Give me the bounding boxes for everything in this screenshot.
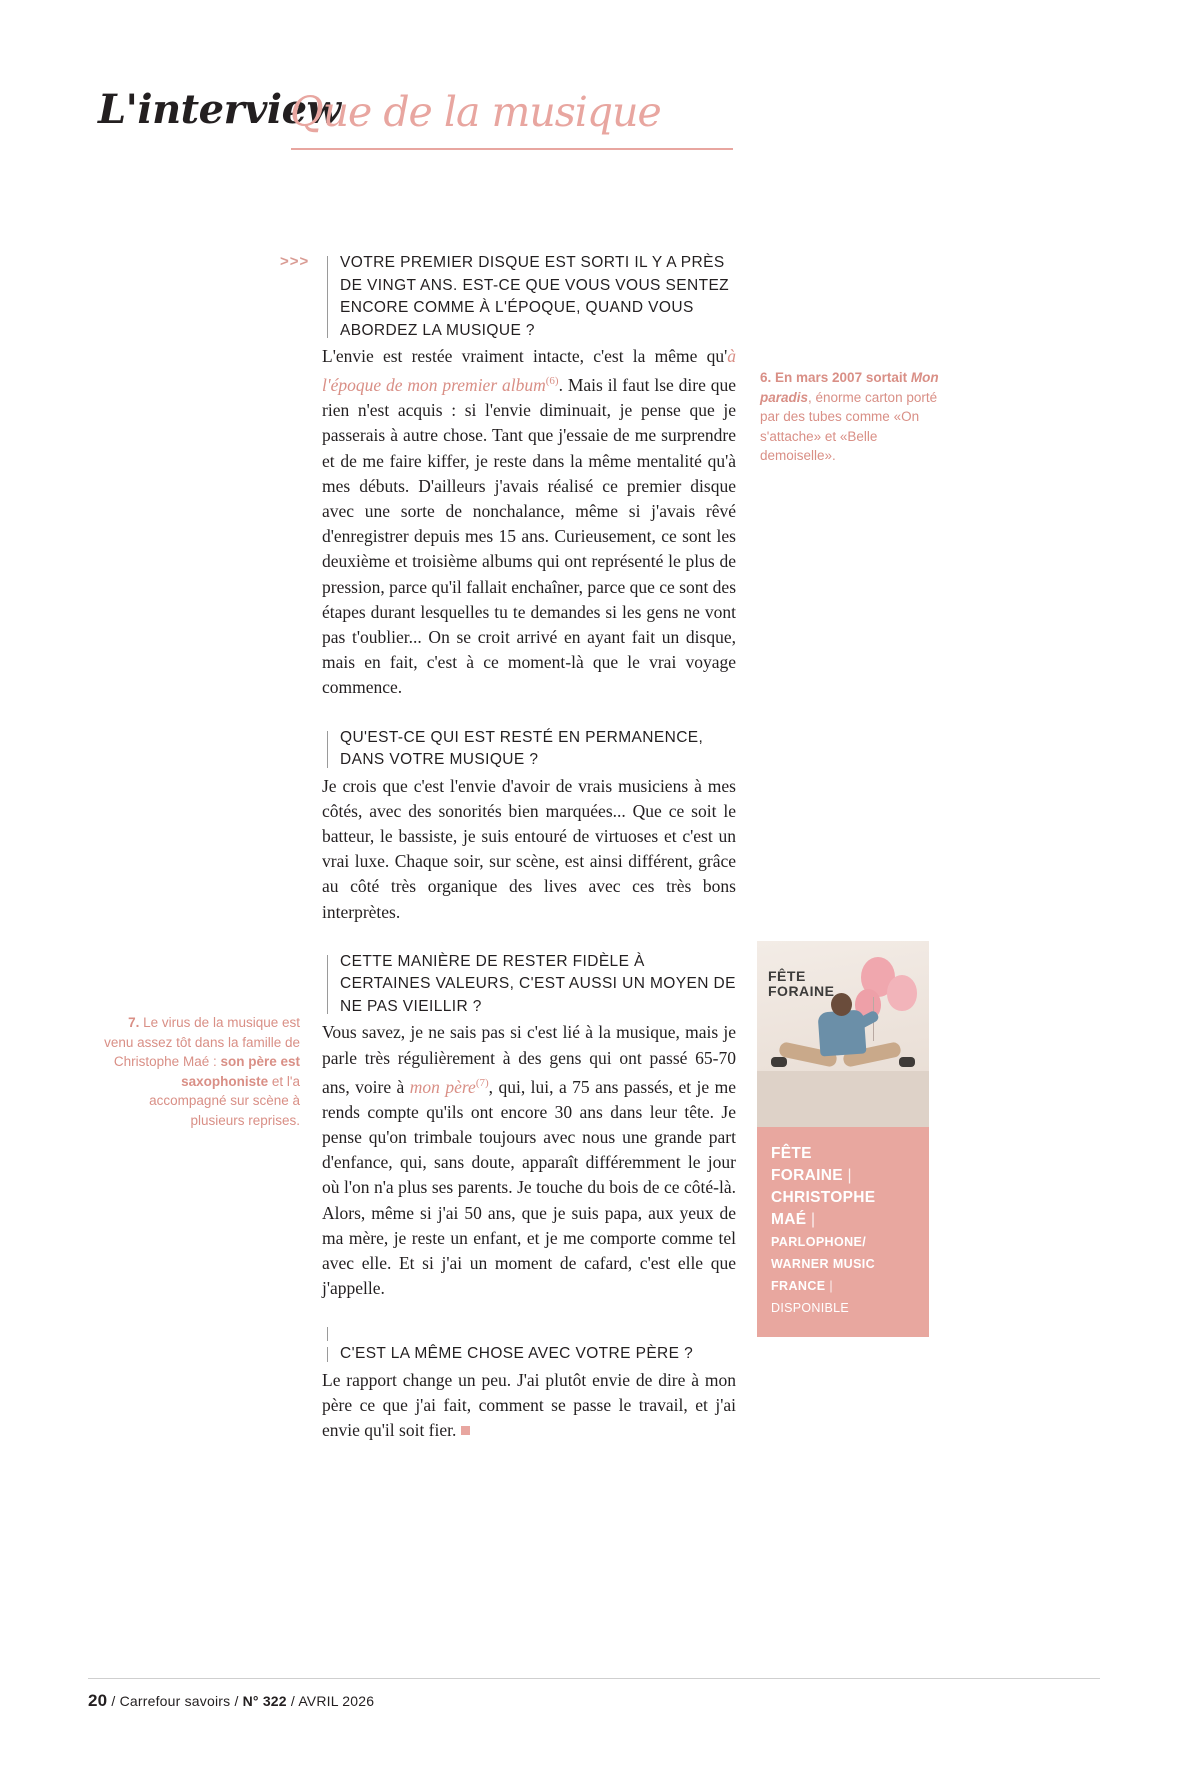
cover-title-line2: FORAINE: [768, 983, 835, 999]
question-block-1: [280, 252, 736, 342]
answer-3-before: Vous savez, je ne sais pas si c'est lié à la musique, mais je parle très régulièrement à des gens qui ont passé 65-70 ans, voire à: [322, 1022, 736, 1097]
question-block-3: [322, 951, 736, 1019]
footnote-6-rest: , énorme carton porté par des tubes comme «On s'attache» et «Belle demoiselle».: [760, 389, 938, 463]
answer-text-1: [322, 344, 736, 701]
answer-4-text: Le rapport change un peu. J'ai plutôt envie de dire à mon père ce que j'ai fait, comment se passe le travail, et j'ai envie qu'il soit fier.: [322, 1369, 736, 1441]
figure-shoe-right: [899, 1057, 915, 1067]
footer-sep: /: [290, 1693, 295, 1709]
answer-3-after: , qui, lui, a 75 ans passés, et je me rends compte qu'ils ont encore 30 ans dans leur tête. Je pense qu'on trimbale toujours avec nous une grande part d'enfance, qui, sans doute, apparaît différemment le jour où l'on n'a plus ses parents. Je touche du bois de ce côté-là. Alors, même si j'ai 50 ans, que je suis papa, aux yeux de ma mère, je reste un enfant, et je me comporte comme tel avec elle. Et si j'ai un moment de cafard, c'est elle que j'appelle.: [322, 1076, 736, 1299]
album-label-line1: PARLOPHONE/: [771, 1235, 867, 1249]
album-artist-line2-text: MAÉ: [771, 1211, 807, 1228]
masthead-divider: [291, 148, 733, 150]
footer-issue: N° 322: [242, 1693, 287, 1709]
album-info-panel: [757, 1127, 929, 1337]
footnote-6-album: Mon paradis: [760, 370, 939, 405]
album-label-line3-text: FRANCE: [771, 1279, 826, 1293]
question-rule-spacer: [322, 1327, 736, 1343]
figure-shoe-left: [771, 1057, 787, 1067]
footer-text: [88, 1691, 1088, 1711]
answer-1-link: à l'époque de mon premier album: [322, 346, 736, 396]
album-artist-line1: CHRISTOPHE: [771, 1189, 876, 1206]
answer-1-before: L'envie est restée vraiment intacte, c'est la même qu': [322, 346, 728, 366]
answer-1-footnote-ref: (6): [545, 375, 559, 388]
footnote-6-lead: En mars 2007 sortait: [771, 370, 911, 385]
answer-1-after: . Mais il faut lse dire que rien n'est acquis : si l'envie diminuait, je pense que je passerais à autre chose. Tant que j'essaie de me surprendre et de me faire kiffer, je reste dans la même mentalité qu'à mes débuts. D'ailleurs j'avais réalisé ce premier disque avec une sorte de nonchalance, même si j'avais rêvé d'enregistrer depuis mes 15 ans. Curieusement, ce sont les deuxième et troisième albums qui ont représenté le plus de pression, parce qu'il fallait enchaîner, parce que ce sont des étapes durant lesquelles tu te demandes si les gens ne vont pas t'oublier... On se croit arrivé en ayant fait un disque, mais en fait, c'est à ce moment-là que le vrai voyage commence.: [322, 375, 737, 698]
answer-text-4: [322, 1368, 736, 1444]
cover-ground: [757, 1071, 929, 1127]
question-text-4: C'EST LA MÊME CHOSE AVEC VOTRE PÈRE ?: [340, 1345, 694, 1363]
album-artist-line2: [771, 1209, 915, 1231]
footer-publication: / Carrefour savoirs /: [111, 1693, 239, 1709]
answer-text-2: Je crois que c'est l'envie d'avoir de vrais musiciens à mes côtés, avec des sonorités bien marquées... Que ce soit le batteur, le bassiste, je suis entouré de virtuoses et c'est un vrai luxe. Chaque soir, sur scène, est ainsi différent, grâce au côté très organique des lives avec ces très bons interprètes.: [322, 775, 736, 922]
page-footer: [88, 1678, 1088, 1711]
album-separator: |: [806, 1211, 816, 1228]
page-title: L'interview: [98, 86, 341, 133]
footer-date: AVRIL 2026: [298, 1693, 375, 1709]
balloon-icon: [887, 975, 917, 1011]
album-title-line2: [771, 1165, 915, 1187]
album-title-line1: FÊTE: [771, 1145, 812, 1162]
album-cover-image: [757, 941, 929, 1127]
end-mark-icon: [461, 1426, 470, 1435]
answer-3-link: mon père: [409, 1076, 476, 1097]
footnote-7-rest: et l'a accompagné sur scène à plusieurs reprises.: [149, 1073, 300, 1128]
footer-divider: [88, 1678, 1100, 1679]
album-separator: |: [842, 1167, 852, 1184]
album-label-line3: [771, 1275, 915, 1297]
page-masthead: [98, 86, 798, 156]
footnote-6-number: 6.: [760, 370, 772, 385]
album-label-line2: WARNER MUSIC: [771, 1257, 876, 1271]
album-availability: DISPONIBLE: [771, 1301, 850, 1315]
footnote-7-number: 7.: [128, 1015, 140, 1030]
question-block-4: [322, 1343, 736, 1366]
footnote-7-lead: Le virus de la musique est venu assez tôt dans la famille de Christophe Maé :: [104, 1015, 300, 1069]
page-subtitle: Que de la musique: [290, 88, 661, 136]
page-number: 20: [88, 1691, 108, 1710]
article-body: [280, 252, 737, 1444]
arrow-marker: >>>: [280, 253, 310, 270]
cover-title-line1: FÊTE: [768, 968, 806, 984]
footnote-6: [760, 368, 946, 466]
album-separator: |: [825, 1279, 834, 1293]
question-text-1: VOTRE PREMIER DISQUE EST SORTI IL Y A PRÈS DE VINGT ANS. EST-CE QUE VOUS VOUS SENTEZ ENCORE COMME À L'ÉPOQUE, QUAND VOUS ABORDEZ LA MUSIQUE ?: [340, 254, 730, 339]
answer-3-footnote-ref: (7): [475, 1076, 489, 1089]
footnote-7: [104, 1013, 300, 1130]
footnote-7-bold: son père est saxophoniste: [181, 1054, 300, 1089]
question-text-3: CETTE MANIÈRE DE RESTER FIDÈLE À CERTAINES VALEURS, C'EST AUSSI UN MOYEN DE NE PAS VIEILLIR ?: [340, 952, 736, 1015]
answer-text-3: [322, 1020, 736, 1301]
question-block-2: [322, 727, 736, 772]
cover-title-text: [768, 969, 835, 999]
question-text-2: QU'EST-CE QUI EST RESTÉ EN PERMANENCE, DANS VOTRE MUSIQUE ?: [340, 728, 704, 769]
album-card: [757, 941, 929, 1337]
album-title-line2-text: FORAINE: [771, 1167, 843, 1184]
